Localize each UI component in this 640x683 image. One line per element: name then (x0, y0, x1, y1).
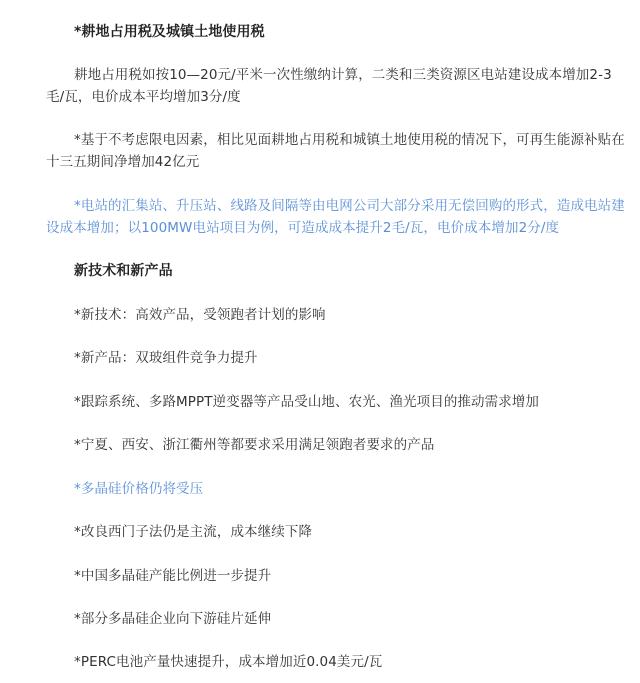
list-item-new-product: *新产品：双玻组件竞争力提升 (74, 350, 258, 366)
list-item-polysilicon-price: *多晶硅价格仍将受压 (74, 481, 204, 497)
paragraph-land-tax-rate: 耕地占用税如按10—20元/平米一次性缴纳计算，二类和三类资源区电站建设成本增加2-3毛/瓦，电价成本平均增加3分/度 (46, 67, 612, 105)
list-item-tracking: *跟踪系统、多路MPPT逆变器等产品受山地、农光、渔光项目的推动需求增加 (74, 394, 540, 410)
list-item-perc: *PERC电池产量快速提升，成本增加近0.04美元/瓦 (74, 654, 383, 670)
list-item-new-tech: *新技术：高效产品，受领跑者计划的影响 (74, 307, 326, 323)
paragraph-subsidy: *基于不考虑限电因素，相比见面耕地占用税和城镇土地使用税的情况下，可再生能源补贴在十三五期间净增加42亿元 (46, 132, 625, 170)
list-item-china-share: *中国多晶硅产能比例进一步提升 (74, 568, 272, 584)
list-item-regions: *宁夏、西安、浙江衢州等都要求采用满足领跑者要求的产品 (74, 437, 435, 453)
section-heading-land-tax: *耕地占用税及城镇土地使用税 (74, 24, 265, 40)
section-heading-new-tech: 新技术和新产品 (74, 263, 173, 279)
list-item-downstream: *部分多晶硅企业向下游硅片延伸 (74, 611, 272, 627)
paragraph-grid-cost: *电站的汇集站、升压站、线路及间隔等由电网公司大部分采用无偿回购的形式，造成电站建设成本增加；以100MW电站项目为例，可造成成本提升2毛/瓦，电价成本增加2分/度 (46, 198, 625, 236)
list-item-siemens: *改良西门子法仍是主流，成本继续下降 (74, 524, 313, 540)
